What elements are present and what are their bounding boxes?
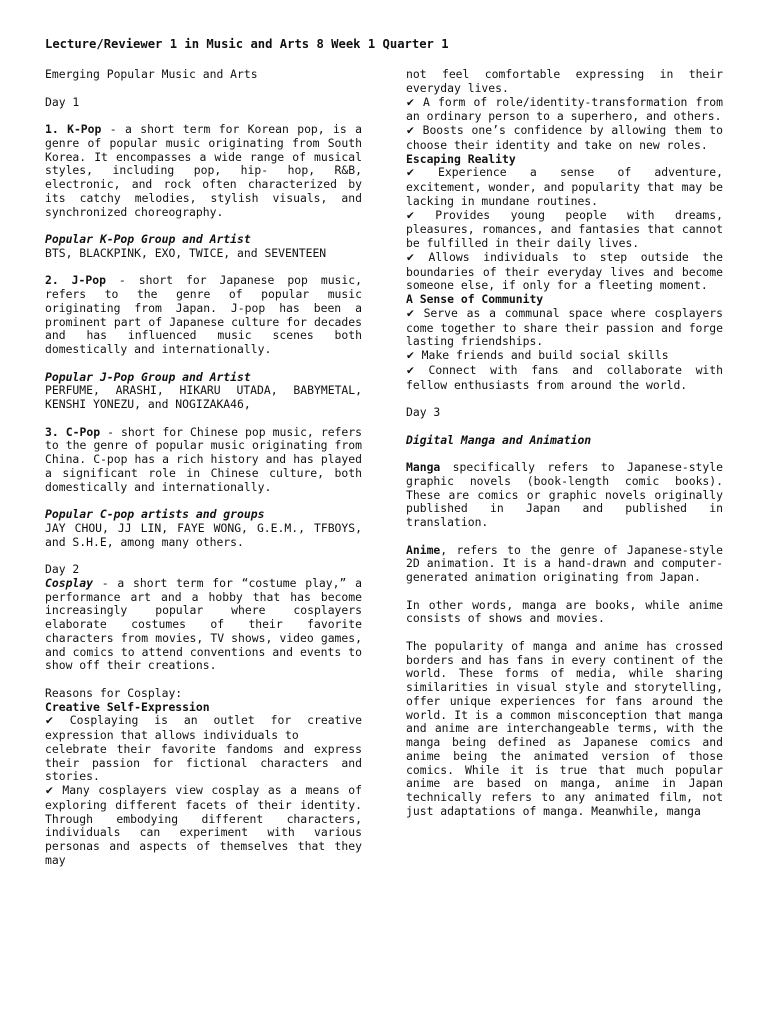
- section-subtitle: Emerging Popular Music and Arts: [45, 67, 258, 81]
- creative-item-2: ✔ Many cosplayers view cosplay as a means of exploring different facets of their identity. Through embodying different characters, individuals can experiment with various personas and aspects of themselves that they may: [45, 783, 362, 867]
- popularity-paragraph: The popularity of manga and anime has crossed borders and has fans in every continent of the world. These forms of media, while sharing similarities in visual style and storytelling, offer unique experiences for fans around the world. It is a common misconception that manga and anime are interchangeable terms, with the manga being defined as Japanese comics and anime being the animated version of those comics. While it is true that much popular anime are based on manga, anime in Japan technically refers to any animated film, not just adaptations of manga. Meanwhile, manga: [406, 638, 723, 818]
- manga-paragraph: Manga specifically refers to Japanese-style graphic novels (book-length comic books). These are comics or graphic novels originally published in Japan and published in translation.: [406, 460, 723, 529]
- day-1-label: Day 1: [45, 94, 80, 109]
- manga-term: Manga: [406, 460, 441, 474]
- cosplay-heading: Cosplay: [45, 575, 94, 590]
- check-mark-icon: ✔: [406, 251, 415, 264]
- check-mark-icon: ✔: [406, 350, 415, 362]
- check-mark-icon: ✔: [406, 125, 415, 137]
- left-column: [45, 68, 362, 868]
- cpop-artists-heading: Popular C-pop artists and groups: [45, 507, 265, 521]
- jpop-paragraph: [45, 274, 362, 357]
- kpop-paragraph: [45, 123, 362, 219]
- escape-heading: Escaping Reality: [406, 151, 516, 166]
- creative-item-4: ✔ Boosts one’s confidence by allowing them to choose their identity and take on new roles.: [406, 123, 723, 152]
- check-mark-icon: ✔: [406, 209, 415, 222]
- community-item-2: ✔ Make friends and build social skills: [406, 348, 669, 362]
- check-mark-icon: ✔: [406, 364, 415, 377]
- creative-item-2-cont: not feel comfortable expressing in their everyday lives.: [406, 67, 723, 95]
- kpop-heading: 1. K-Pop: [45, 122, 102, 136]
- check-mark-icon: ✔: [45, 785, 54, 797]
- check-mark-icon: ✔: [406, 96, 415, 109]
- kpop-artists: BTS, BLACKPINK, EXO, TWICE, and SEVENTEEN: [45, 245, 327, 260]
- right-column: [406, 68, 723, 819]
- jpop-heading: 2. J-Pop: [45, 273, 106, 288]
- document-title: Lecture/Reviewer 1 in Music and Arts 8 Week 1 Quarter 1: [45, 37, 449, 51]
- creative-item-1-cont: celebrate their favorite fandoms and express their passion for fictional characters and stories.: [45, 741, 362, 784]
- creative-item-1: ✔ Cosplaying is an outlet for creative expression that allows individuals to: [45, 713, 362, 742]
- other-words-paragraph: In other words, manga are books, while anime consists of shows and movies.: [406, 597, 723, 626]
- check-mark-icon: ✔: [45, 715, 54, 728]
- check-mark-icon: ✔: [406, 307, 415, 320]
- cpop-artists: JAY CHOU, JJ LIN, FAYE WONG, G.E.M., TFBOYS, and S.H.E, among many others.: [45, 520, 362, 549]
- creative-item-3: ✔ A form of role/identity-transformation from an ordinary person to a superhero, and others.: [406, 94, 723, 124]
- reasons-label: Reasons for Cosplay:: [45, 685, 183, 700]
- cpop-paragraph: [45, 426, 362, 495]
- escape-item-3: ✔ Allows individuals to step outside the boundaries of their everyday lives and become someone else, if only for a fleeting moment.: [406, 249, 723, 293]
- creative-heading: Creative Self-Expression: [45, 699, 210, 714]
- cpop-heading: 3. C-Pop: [45, 424, 101, 439]
- kpop-text: - a short term for Korean pop, is a genre of popular music originating from South Korea. It encompasses a wide range of musical styles, including pop, hip- hop, R&B, electronic, and rock often characterized by its catchy melodies, stylish visuals, and synchronized choreography.: [45, 122, 362, 219]
- jpop-artists: PERFUME, ARASHI, HIKARU UTADA, BABYMETAL, KENSHI YONEZU, and NOGIZAKA46,: [45, 383, 362, 411]
- cosplay-paragraph: [45, 577, 362, 673]
- jpop-text: - short for Japanese pop music, refers to the genre of popular music originating from Japan. J-pop has been a prominent part of Japanese culture for decades and has influenced music scenes both domestically and internationally.: [45, 273, 362, 356]
- check-mark-icon: ✔: [406, 167, 415, 180]
- community-item-3: ✔ Connect with fans and collaborate with fellow enthusiasts from around the world.: [406, 362, 723, 392]
- jpop-artists-heading: Popular J-Pop Group and Artist: [45, 369, 251, 384]
- kpop-artists-heading: Popular K-Pop Group and Artist: [45, 232, 251, 246]
- manga-section-heading: Digital Manga and Animation: [406, 432, 592, 447]
- day-2-label: Day 2: [45, 562, 80, 576]
- anime-term: Anime: [406, 542, 441, 557]
- escape-item-1: ✔ Experience a sense of adventure, excitement, wonder, and popularity that may be lacking in mundane routines.: [406, 165, 723, 208]
- community-item-1: ✔ Serve as a communal space where cosplayers come together to share their passion and forge lasting friendships.: [406, 305, 723, 349]
- cpop-text: - short for Chinese pop music, refers to the genre of popular music originating from China. C-pop has a rich history and has played a significant role in Chinese culture, both domestically and internationally.: [45, 424, 362, 494]
- escape-item-2: ✔ Provides young people with dreams, pleasures, romances, and fantasies that cannot be fulfilled in their daily lives.: [406, 207, 723, 250]
- community-heading: A Sense of Community: [406, 292, 544, 306]
- cosplay-text: - a short term for “costume play,” a performance art and a hobby that has become increasingly popular where cosplayers elaborate costumes of their favorite characters from movies, TV shows, video games, and comics to attend conventions and events to show off their creations.: [45, 575, 362, 673]
- anime-paragraph: Anime, refers to the genre of Japanese-style 2D animation. It is a hand-drawn and computer- generated animation originating from Japan.: [406, 542, 723, 584]
- day-3-label: Day 3: [406, 405, 441, 419]
